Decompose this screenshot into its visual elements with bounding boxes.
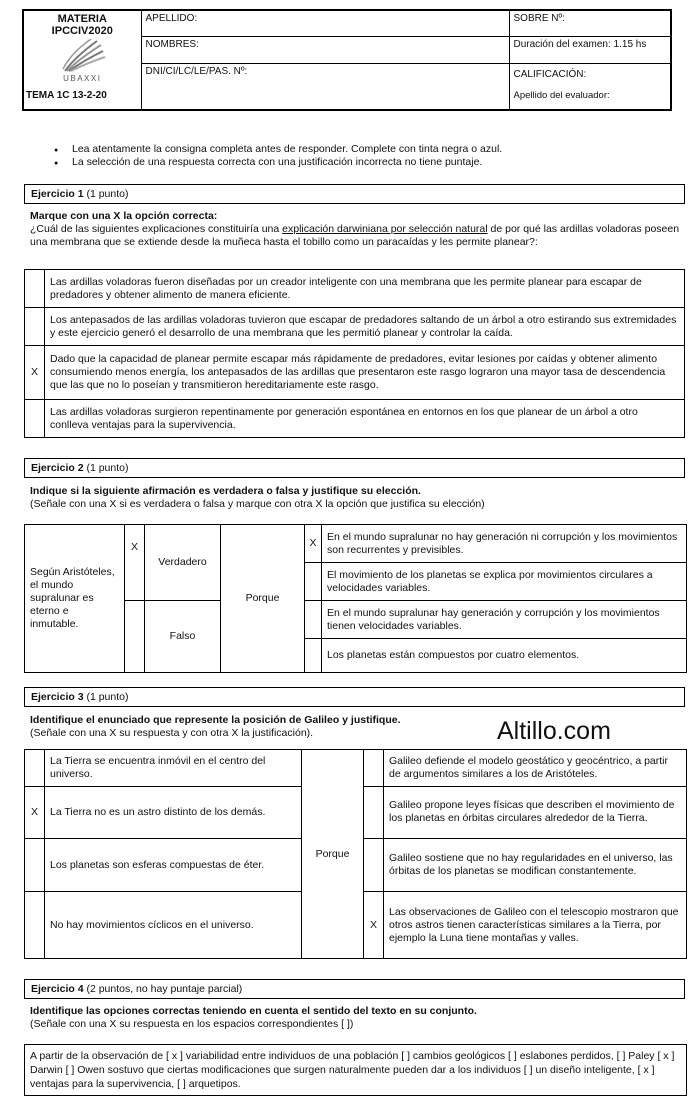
exam-header — [22, 9, 672, 111]
ex1-instruction: Marque con una X la opción correcta: — [30, 210, 218, 222]
ex1-option-row — [25, 308, 685, 346]
course-code: IPCCIV2020 — [51, 25, 113, 37]
sobre-field[interactable]: SOBRE Nº: — [509, 10, 671, 37]
ex4-points: (2 puntos, no hay puntaje parcial) — [83, 983, 243, 995]
ex1-points: (1 punto) — [83, 188, 129, 200]
ex3-justification-text: Galileo sostiene que no hay regularidades en el universo, las órbitas de los planetas se modifican constantemente. — [384, 839, 687, 892]
dni-field[interactable]: DNI/CI/LC/LE/PAS. Nº: — [141, 63, 509, 110]
ex1-question-underlined: explicación darwiniana por selección natural — [282, 223, 488, 235]
ex1-option-mark[interactable] — [25, 308, 45, 346]
ex2-instruction: Indique si la siguiente afirmación es verdadera o falsa y justifique su elección. — [30, 485, 421, 497]
ex2-false-mark[interactable] — [125, 601, 145, 673]
ex3-justification-mark[interactable]: X — [364, 892, 384, 959]
ex3-justification-text: Galileo defiende el modelo geostático y geocéntrico, a partir de argumentos similares a los de Aristóteles. — [384, 750, 687, 787]
ex2-statement: Según Aristóteles, el mundo supralunar es eterno e inmutable. — [25, 525, 125, 673]
uba-logo-icon — [57, 39, 107, 73]
ex3-title-label: Ejercicio 3 — [31, 691, 84, 703]
ex3-table — [24, 749, 687, 959]
uba-logo-text: UBAXXI — [63, 74, 102, 83]
ex1-option-row — [25, 400, 685, 438]
ex2-title-label: Ejercicio 2 — [31, 462, 84, 474]
ex2-points: (1 punto) — [83, 462, 129, 474]
ex3-justification-text: Las observaciones de Galileo con el telescopio mostraron que otros astros tienen características similares a la Tierra, por ejemplo la Luna tiene montañas y valles. — [384, 892, 687, 959]
nombres-field[interactable]: NOMBRES: — [141, 37, 509, 64]
ex2-porque: Porque — [221, 525, 305, 673]
ex4-text-box[interactable]: A partir de la observación de [ x ] variabilidad entre individuos de una población [ ] cambios geológicos [ ] eslabones perdidos, [ ] Paley [ x ] Darwin [ ] Owen sostuvo que ciertas modificaciones que surgen naturalmente pueden dar a los individuos [ ] un diseño inteligente, [ x ] ventajas para la supervivencia, [ ] arquetipos. — [24, 1044, 687, 1096]
ex1-option-mark[interactable] — [25, 270, 45, 308]
ex1-option-row — [25, 270, 685, 308]
ex3-statement-mark[interactable] — [25, 892, 45, 959]
ex4-sub: (Señale con una X su respuesta en los espacios correspondientes [ ]) — [30, 1018, 354, 1030]
tema-label: TEMA 1C 13-2-20 — [26, 90, 107, 101]
ex1-title — [24, 184, 685, 204]
ex2-justification-text: Los planetas están compuestos por cuatro elementos. — [322, 639, 687, 673]
ex2-sub: (Señale con una X si es verdadera o falsa y marque con otra X la opción que justifica su elección) — [30, 498, 485, 510]
ex3-statement-mark[interactable] — [25, 839, 45, 892]
duracion-label: Duración del examen: 1.15 hs — [509, 37, 671, 64]
ex4-title-label: Ejercicio 4 — [31, 983, 84, 995]
ex2-justification-mark[interactable] — [305, 639, 322, 673]
ex3-statement-text: La Tierra se encuentra inmóvil en el centro del universo. — [45, 750, 302, 787]
instruction-item: ● La selección de una respuesta correcta con una justificación incorrecta no tiene puntaje. — [54, 156, 674, 169]
calificacion-label: CALIFICACIÓN: — [513, 68, 587, 80]
ex1-option-text: Los antepasados de las ardillas voladoras tuvieron que escapar de predadores saltando de un árbol a otro estirando sus extremidades y este ejercicio generó el desarrollo de una membrana que les permitió planear y controlar la caída. — [45, 308, 685, 346]
ex3-statement-text: No hay movimientos cíclicos en el universo. — [45, 892, 302, 959]
ex2-justification-mark[interactable]: X — [305, 525, 322, 563]
ex1-option-text: Las ardillas voladoras fueron diseñadas por un creador inteligente con una membrana que les permite planear para escapar de predadores y obtener alimento de manera eficiente. — [45, 270, 685, 308]
ex1-option-mark[interactable] — [25, 400, 45, 438]
ex4-question — [30, 1005, 685, 1031]
instructions-list — [54, 143, 674, 169]
ex4-instruction: Identifique las opciones correctas teniendo en cuenta el sentido del texto en su conjunto. — [30, 1005, 477, 1017]
ex1-option-row — [25, 346, 685, 400]
ex2-table — [24, 524, 687, 673]
watermark-text: Altillo.com — [497, 717, 611, 745]
materia-label: MATERIA — [57, 13, 107, 25]
ex2-true-mark[interactable]: X — [125, 525, 145, 601]
ex3-sub: (Señale con una X su respuesta y con otra X la justificación). — [30, 727, 314, 739]
ex2-justification-mark[interactable] — [305, 563, 322, 601]
ex2-justification-text: En el mundo supralunar no hay generación ni corrupción y los movimientos son recurrentes y previsibles. — [322, 525, 687, 563]
ex3-statement-text: La Tierra no es un astro distinto de los demás. — [45, 786, 302, 839]
ex3-instruction: Identifique el enunciado que represente la posición de Galileo y justifique. — [30, 714, 401, 726]
ex1-question-post: de por qué las ardillas voladoras poseen una membrana que se extiende desde la muñeca hasta el tobillo como un paracaídas y les permite planear?: — [30, 223, 680, 248]
ex1-option-text: Las ardillas voladoras surgieron repentinamente por generación espontánea en entornos en los que planear de un árbol a otro conlleva ventajas para la supervivencia. — [45, 400, 685, 438]
instruction-item: ● Lea atentamente la consigna completa antes de responder. Complete con tinta negra o azul. — [54, 143, 674, 156]
ex3-justification-mark[interactable] — [364, 839, 384, 892]
ex2-question — [30, 485, 685, 511]
evaluador-label: Apellido del evaluador: — [513, 89, 610, 101]
ex3-justification-mark[interactable] — [364, 786, 384, 839]
ex3-justification-mark[interactable] — [364, 750, 384, 787]
ex1-options-table — [24, 269, 685, 438]
ex1-question-pre: ¿Cuál de las siguientes explicaciones constituiría una — [30, 223, 283, 235]
ex1-option-mark[interactable]: X — [25, 346, 45, 400]
ex2-justification-mark[interactable] — [305, 601, 322, 639]
calificacion-cell — [509, 63, 671, 110]
ex2-justification-text: En el mundo supralunar hay generación y corrupción y los movimientos tienen velocidades variables. — [322, 601, 687, 639]
ex3-porque: Porque — [302, 750, 364, 959]
header-logo-cell — [23, 10, 141, 110]
ex3-statement-mark[interactable] — [25, 750, 45, 787]
ex2-true-label: Verdadero — [145, 525, 221, 601]
ex3-statement-mark[interactable]: X — [25, 786, 45, 839]
ex3-title — [24, 687, 685, 707]
ex3-statement-text: Los planetas son esferas compuestas de éter. — [45, 839, 302, 892]
ex2-false-label: Falso — [145, 601, 221, 673]
ex3-points: (1 punto) — [83, 691, 129, 703]
ex2-justification-text: El movimiento de los planetas se explica por movimientos circulares a velocidades variables. — [322, 563, 687, 601]
ex3-justification-text: Galileo propone leyes físicas que describen el movimiento de los planetas en órbitas circulares alrededor de la Tierra. — [384, 786, 687, 839]
ex4-title — [24, 979, 685, 999]
ex2-title — [24, 458, 685, 478]
ex1-title-label: Ejercicio 1 — [31, 188, 84, 200]
apellido-field[interactable]: APELLIDO: — [141, 10, 509, 37]
ex1-option-text: Dado que la capacidad de planear permite escapar más rápidamente de predadores, evitar lesiones por caídas y obtener alimento consumiendo menos energía, los antepasados de las ardillas que presentaron este rasgo lograron una mayor tasa de descendencia que las que no lo poseían y transmitieron hereditariamente este rasgo. — [45, 346, 685, 400]
ex1-question — [30, 210, 685, 249]
